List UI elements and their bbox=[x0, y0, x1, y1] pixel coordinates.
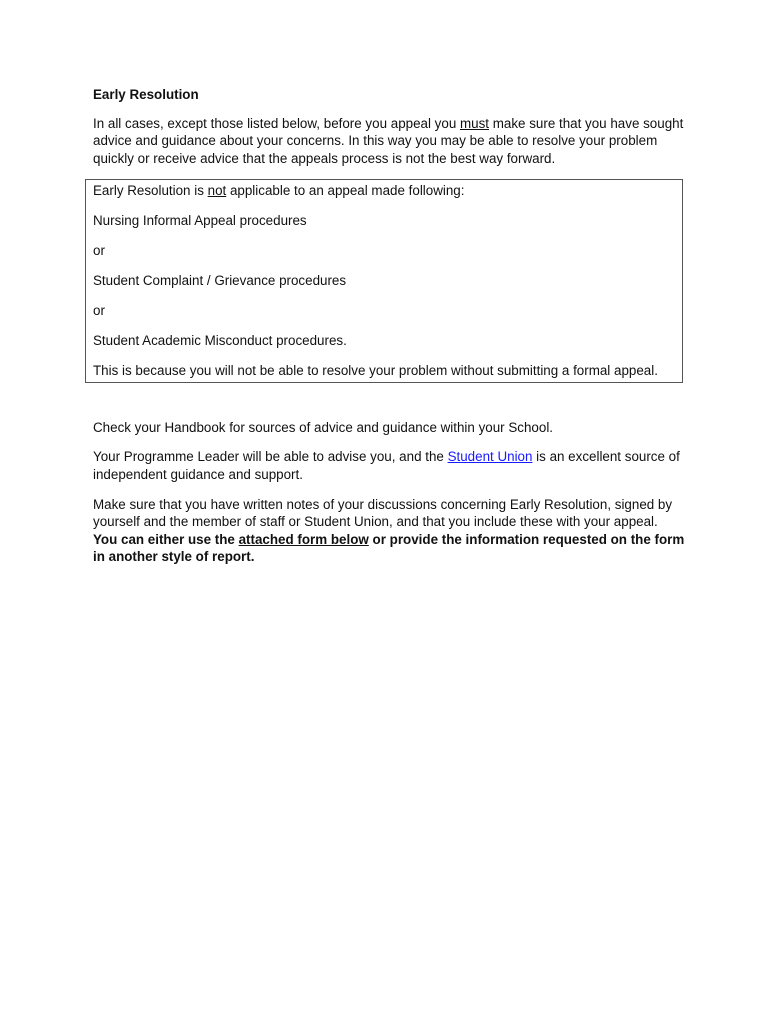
attached-form-reference: attached form below bbox=[238, 531, 369, 547]
exceptions-intro bbox=[93, 182, 675, 200]
leader-text-start: Your Programme Leader will be able to advise you, and the bbox=[93, 449, 448, 465]
notes-bold-start: You can either use the bbox=[93, 531, 239, 547]
programme-leader-paragraph bbox=[93, 448, 685, 483]
exception-item-complaint: Student Complaint / Grievance procedures bbox=[93, 273, 347, 289]
intro-text-end: make sure that you have sought advice and guidance about your concerns. In this way you may be able to resolve your problem quickly or receive advice that the appeals process is not the best way forward. bbox=[93, 115, 684, 166]
handbook-paragraph: Check your Handbook for sources of advice and guidance within your School. bbox=[93, 419, 554, 435]
exception-or-1: or bbox=[93, 243, 105, 259]
exceptions-box bbox=[85, 179, 683, 383]
leader-text-end: is an excellent source of independent guidance and support. bbox=[93, 449, 680, 483]
exceptions-intro-end: applicable to an appeal made following: bbox=[226, 183, 465, 199]
notes-text: Make sure that you have written notes of your discussions concerning Early Resolution, signed by yourself and the member of staff or Student Union, and that you include these with your appeal. bbox=[93, 496, 673, 530]
document-content bbox=[93, 86, 685, 578]
intro-text-start: In all cases, except those listed below, before you appeal you bbox=[93, 115, 460, 131]
exception-item-nursing: Nursing Informal Appeal procedures bbox=[93, 213, 307, 229]
intro-paragraph bbox=[93, 115, 685, 168]
exceptions-emphasis-not: not bbox=[207, 183, 227, 199]
exceptions-reason: This is because you will not be able to resolve your problem without submitting a formal appeal. bbox=[93, 363, 658, 379]
notes-paragraph bbox=[93, 496, 685, 566]
exceptions-intro-start: Early Resolution is bbox=[93, 183, 208, 199]
section-heading: Early Resolution bbox=[93, 87, 199, 102]
student-union-link[interactable]: Student Union bbox=[447, 449, 533, 465]
exception-or-2: or bbox=[93, 303, 105, 319]
exception-item-misconduct: Student Academic Misconduct procedures. bbox=[93, 333, 347, 349]
notes-bold-end: or provide the information requested on the form in another style of report. bbox=[93, 531, 685, 565]
intro-emphasis-must: must bbox=[460, 115, 490, 131]
